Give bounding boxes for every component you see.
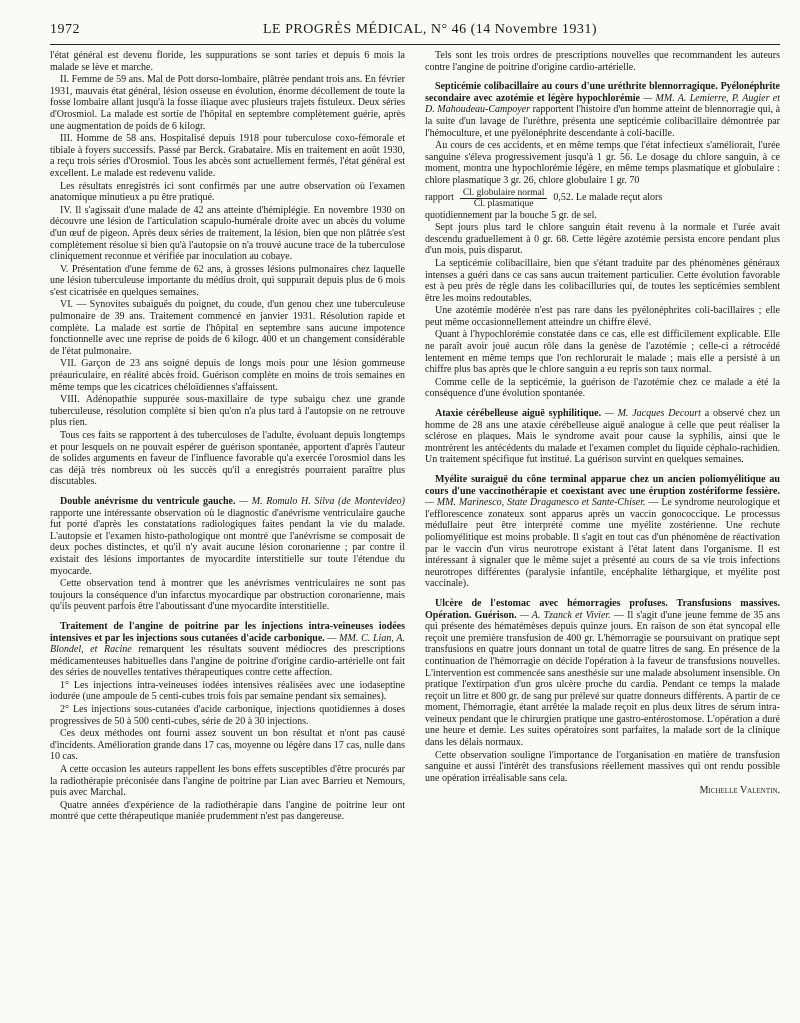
paragraph: quotidiennement par la bouche 5 gr. de sel. xyxy=(425,209,597,221)
paragraph: Ces deux méthodes ont fourni assez souvent un bon résultat et n'ont pas causé d'incidents. Amélioration grande dans 17 cas, moyenne ou légère dans 17 cas, nulle dans 10 cas. xyxy=(50,728,405,763)
article-text: remarquent les résultats souvent médiocres des prescriptions médicamenteuses habituelles dans l'angine de poitrine d'origine cardio-artérielle ont fait des séries de nouvelles tentatives thérapeutiques contre cette affection. xyxy=(50,644,405,679)
article-text: rapporte une intéressante observation où le diagnostic d'anévrisme ventriculaire gauche fut porté d'après les constatations radiologiques faites pendant la vie du malade. L'autopsie et l'examen histo-pathologique ont montré que l'anévrisme se composait de deux poches distinctes, et qu'il n'y avait aucune lésion coronarienne ; par contre il existait des lésions importantes de myocardite interstitielle sur toute l'étendue du myocarde. xyxy=(50,507,405,577)
article-myelitis xyxy=(425,474,780,590)
paragraph: Les résultats enregistrés ici sont confirmés par une autre observation où l'examen anatomique minutieux a pu être pratiqué. xyxy=(50,180,405,204)
paragraph: VII. Garçon de 23 ans soigné depuis de longs mois pour une lésion gommeuse préauriculaire, en réalité abcès froid. Guérison complète en moins de trois semaines en même temps que les cicatrices chéloïdiennes s'affaissent. xyxy=(50,358,405,393)
page-header xyxy=(50,22,780,42)
article-text: rapportent l'histoire d'un homme atteint de blennorragie qui, à la suite d'un lavage de l'urèthre, présenta une septicémie colibacillaire démontrée par l'hémoculture, et une pyélonéphrite descendante à coli-bacille. xyxy=(425,104,780,139)
section-spacer xyxy=(425,591,780,598)
paragraph: Une azotémie modérée n'est pas rare dans les pyélonéphrites coli-bacillaires ; elle peut même occasionnellement atteindre un chiffre élevé. xyxy=(425,305,780,328)
left-column xyxy=(50,50,405,1010)
article-text: a observé chez un homme de 28 ans une ataxie cérébelleuse aiguë analogue à celle que peut réaliser la sclérose en plaques. Mais le syndrome avait pour cause la syphilis, ainsi que le montrèrent les antécédents du malade et l'examen complet du liquide céphalo-rachidien. Un traitement spécifique fut institué. La guérison survint en quelques semaines. xyxy=(425,408,780,466)
right-column xyxy=(425,50,780,1010)
article-title: Traitement de l'angine de poitrine par les injections intra-veineuses iodées intensives et par les injections sous cutanées d'acide carbonique. xyxy=(50,620,405,644)
paragraph: Quant à l'hypochlorémie constatée dans ce cas, elle est difficilement explicable. Elle ne paraît avoir joué aucun rôle dans la genèse de l'azotémie ; celle-ci a rétrocédé lentement en même temps que l'on rechlorurait le malade ; mais elle a persisté à un chiffre plus bas après que le chlore sanguin a eu repris son taux normal. xyxy=(425,329,780,376)
paragraph: A cette occasion les auteurs rappellent les bons effets susceptibles d'être procurés par la radiothérapie préconisée dans l'angine de poitrine par Lian avec Barrieu et Nemours, puis avec Marchal. xyxy=(50,764,405,799)
ratio-value: 0,52. Le malade reçut alors xyxy=(553,192,663,204)
paragraph: Cette observation souligne l'importance de l'organisation en matière de transfusion sanguine et aussi l'intérêt des transfusions réellement massives qui ont rendu possible une opération irréalisable sans cela. xyxy=(425,749,780,784)
article-title: Double anévrisme du ventricule gauche. xyxy=(60,495,236,507)
section-spacer xyxy=(425,467,780,474)
section-spacer xyxy=(50,614,405,621)
article-septicemia xyxy=(425,81,780,139)
author-signature: Michelle Valentin. xyxy=(699,785,780,797)
article-aneurysm xyxy=(50,496,405,577)
list-item: 2° Les injections sous-cutanées d'acide carbonique, injections quotidiennes à doses progressives de 50 à 500 centi-cubes, série de 20 à 30 injections. xyxy=(50,704,405,727)
article-authors: — M. Jacques Decourt xyxy=(604,408,701,420)
list-item: 1° Les injections intra-veineuses iodées intensives réalisées avec une iodaseptine iodurée (une ampoule de 5 centi-cubes trois fois par semaine pendant six semaines). xyxy=(50,679,405,703)
paragraph: La septicémie colibacillaire, bien que s'étant traduite par des phénomènes généraux intenses a guéri dans ce cas sans aucun traitement particulier. Cette évolution favorable est à peu près de règle dans les colibacilluries qui, de toutes les septicémies semblent être les moins redoutables. xyxy=(425,257,780,304)
paragraph: Tous ces faits se rapportent à des tuberculoses de l'adulte, évoluant depuis longtemps et pour lesquels on ne pouvait espérer de guérison spontanée, apportent d'après l'auteur de solides arguments en faveur de l'influence favorable qu'a exercée l'orosmiol dans les cas déjà très nombreux où les succès qu'il a enregistrés pourraient paraître plus discutables. xyxy=(50,430,405,488)
paragraph: Quatre années d'expérience de la radiothérapie dans l'angine de poitrine leur ont montré que cette thérapeutique maniée prudemment n'est pas dangereuse. xyxy=(50,799,405,823)
article-authors: — MM. A. Lemierre, P. Augier et D. Mahoudeau-Campoyer xyxy=(425,92,780,116)
paragraph: Au cours de ces accidents, et en même temps que l'état infectieux s'améliorait, l'urée sanguine s'éleva progressivement jusqu'à 1 gr. 56. Le dosage du chlore sanguin, à ce moment, montra une hypochlorémie légère, en même temps plasmatique et globulaire : chlore plasmatique 3 gr. 26, chlore globulaire 1 gr. 70 xyxy=(425,140,780,186)
section-spacer xyxy=(425,401,780,408)
article-ulcer xyxy=(425,598,780,749)
ratio-numerator: Cl. globulaire normal xyxy=(460,188,548,199)
article-title: Septicémie colibacillaire au cours d'une uréthrite blennorragique. Pyélonéphrite secondaire avec azotémie et légère hypochlorémie xyxy=(425,81,780,104)
article-authors: — A. Tzanck et Vivier. xyxy=(519,609,611,621)
article-authors: — MM. Marinesco, State Draganesco et Sante-Chiser. xyxy=(425,497,646,509)
paragraph: Sept jours plus tard le chlore sanguin était revenu à la normale et l'urée avait descendu graduellement à 0 gr. 68. Cette légère azotémie persista encore pendant plus d'un mois, puis disparut. xyxy=(425,222,780,257)
ratio-prefix: rapport xyxy=(425,192,454,204)
article-angina xyxy=(50,621,405,679)
paragraph: II. Femme de 59 ans. Mal de Pott dorso-lombaire, plâtrée pendant trois ans. En février 1931, mauvais état général, lésion osseuse en évolution, énorme décollement de toute la fosse lombaire allant jusqu'à la fosse iliaque avec plusieurs trajets fistuleux. Deux séries d'Orosmiol. La malade est sortie de l'hôpital en septembre complètement guérie, après une augmentation de poids de 6 kilogr. xyxy=(50,74,405,132)
ratio-denominator: Cl. plasmatique xyxy=(473,198,534,209)
article-authors: — M. Romulo H. Silva (de Montevideo) xyxy=(239,495,405,507)
paragraph: V. Présentation d'une femme de 62 ans, à grosses lésions pulmonaires chez laquelle une lésion tuberculeuse importante du médius droit, qui suppurait depuis plus de 6 mois s'est cicatrisée en quelques semaines. xyxy=(50,263,405,298)
article-text: — Le syndrome neurologique et l'efflorescence zonateux sont apparus après un vaccin gonococcique. Le processus médullaire peut être interprété comme une myélite zostérienne. Une rechute poliomyélitique est moins probable. Il s'agit en tout cas d'un phénomène de réactivation par le vaccin d'un virus neurotrope existant à l'état latent dans l'organisme. Il est intéressant à signaler que le même sujet a présenté au cours de sa vie trois infections neurotropes différentes (paralysie infantile, encéphalite léthargique, et myélite post vaccinale). xyxy=(425,497,780,590)
section-spacer xyxy=(425,74,780,81)
header-rule xyxy=(50,44,780,45)
paragraph: Cette observation tend à montrer que les anévrismes ventriculaires ne sont pas toujours la conséquence d'un infarctus myocardique par obstruction coronarienne, mais qu'ils peuvent parfois être l'aboutissant d'une myocardite interstitielle. xyxy=(50,578,405,613)
section-spacer xyxy=(50,489,405,496)
paragraph: VIII. Adénopathie suppurée sous-maxillaire de type subaigu chez une grande tuberculeuse, résolution complète si bien qu'on n'a plus tard à l'autopsie on ne retrouve plus rien. xyxy=(50,394,405,429)
paragraph: Tels sont les trois ordres de prescriptions nouvelles que recommandent les auteurs contre l'angine de poitrine d'origine cardio-artérielle. xyxy=(425,50,780,73)
article-text: — Il s'agit d'une jeune femme de 35 ans qui présente des hématémèses depuis quinze jours. En raison de son état syncopal elle reçoit une première transfusion de 400 gr. L'hémorragie se poursuivant on pratique sept transfusions en quatre jours donnant un total de quatre litres de sang. En présence de la continuation de l'hémorragie on décide l'opération à la faveur de transfusions nouvelles. L'intervention est commencée sans anesthésie sur une malade absolument insensible. On pratique l'extirpation d'un gros ulcère proche du cardia. Pendant ce temps la malade reçoit un litre et 800 gr. de sang pur prélevé sur quatre donneurs différents. A partir de ce moment, l'hémorragie, étant arrêtée la malade reçoit en plus deux litres de sérum intra-veineux pendant que le chirurgien pratique une gastro-entérostomose. L'opération a duré une heure et demie. Les suites opératoires sont parfaites, la malade sort de la clinique dans les délais normaux. xyxy=(425,609,780,749)
paragraph: III. Homme de 58 ans. Hospitalisé depuis 1918 pour tuberculose coxo-fémorale et tibiale à foyers successifs. Passé par Berck. Grabataire. Mis en traitement en août 1930, a reçu trois séries d'Orosmiol. Tous les abcès sont actuellement fermés, l'état général est excellent. Le malade est redevenu valide. xyxy=(50,133,405,179)
article-title: Myélite suraiguë du cône terminal apparue chez un ancien poliomyélitique au cours d'une vaccinothérapie et coexistant avec une éruption zostériforme fessière. xyxy=(425,474,780,497)
page-number: 1972 xyxy=(50,22,80,37)
journal-title: LE PROGRÈS MÉDICAL, N° 46 (14 Novembre 1931) xyxy=(262,22,598,37)
paragraph: l'état général est devenu floride, les suppurations se sont taries et depuis 6 mois la malade se lève et marche. xyxy=(50,50,405,73)
chlorine-ratio xyxy=(425,188,780,209)
paragraph: IV. Il s'agissait d'une malade de 42 ans atteinte d'hémiplégie. En novembre 1930 on découvre une lésion de l'articulation scapulo-humérale droite avec un abcès du volume d'un œuf de pigeon. Après deux séries de traitement, la lésion, bien que non plâtrée s'est complètement résolue si bien qu'à l'autopsie on n'a trouvé aucune trace de la tuberculose cliniquement reconnue et vérifiée par inoculation au cobaye. xyxy=(50,204,405,263)
paragraph: Comme celle de la septicémie, la guérison de l'azotémie chez ce malade a été la conséquence d'une évolution spontanée. xyxy=(425,376,780,400)
article-title: Ataxie cérébelleuse aiguë syphilitique. xyxy=(435,408,602,420)
paragraph: VI. — Synovites subaiguës du poignet, du coude, d'un genou chez une tuberculeuse pulmonaire de 39 ans. Traitement commencé en janvier 1931. Résolution rapide et complète. La malade est sortie de l'hôpital en septembre sans aucune impotence fonctionnelle avec une reprise de poids de 6 kilogr. 400 et un changement considérable de l'état pulmonaire. xyxy=(50,299,405,357)
article-authors: — MM. C. Lian, A. Blondel, et Racine xyxy=(50,632,405,656)
article-title: Ulcère de l'estomac avec hémorragies profuses. Transfusions massives. Opération. Guérison. xyxy=(425,597,780,621)
ratio-fraction xyxy=(460,188,548,209)
article-ataxia xyxy=(425,408,780,466)
